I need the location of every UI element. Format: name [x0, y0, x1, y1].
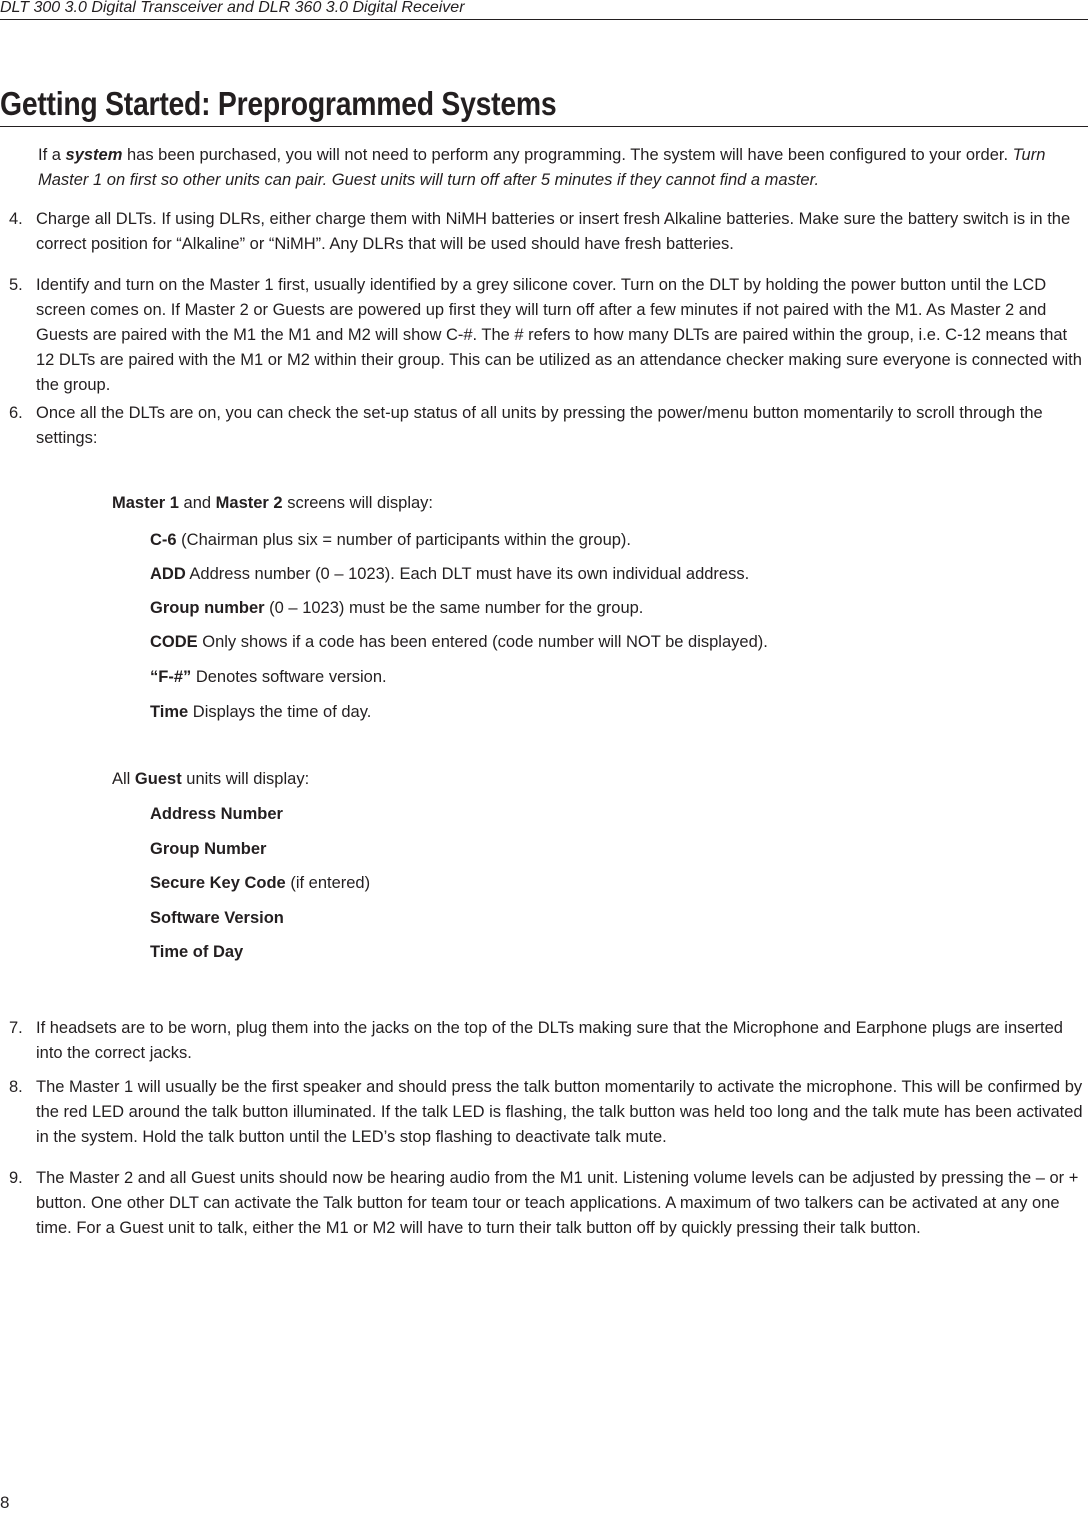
- system-term: system: [65, 146, 123, 164]
- step-number: 9.: [9, 1169, 23, 1187]
- master-item: CODE Only shows if a code has been entered (code number will NOT be displayed).: [150, 633, 768, 651]
- step-item: [5, 1166, 1085, 1241]
- step-item: [5, 207, 1085, 257]
- step-item: [5, 273, 1085, 398]
- master-item: ADD Address number (0 – 1023). Each DLT must have its own individual address.: [150, 565, 750, 583]
- title-rule: [0, 126, 1088, 127]
- intro-paragraph: [38, 143, 1078, 193]
- step-number: 8.: [9, 1078, 23, 1096]
- step-text: Identify and turn on the Master 1 first, usually identified by a grey silicone cover. Turn on the DLT by holding the power button until the LCD screen comes on. If Master 2 or Guests are powered up first they will turn off after a few minutes if not paired with the M1. As Master 2 and Guests are paired with the M1 the M1 and M2 will show C-#. The # refers to how many DLTs are paired within the group, i.e. C-12 means that 12 DLTs are paired with the M1 or M2 within their group. This can be utilized as an attendance checker making sure everyone is connected with the group.: [36, 276, 1082, 394]
- step-number: 5.: [9, 276, 23, 294]
- step-item: [5, 401, 1085, 451]
- guest-item: Secure Key Code (if entered): [150, 874, 371, 892]
- step-number: 4.: [9, 210, 23, 228]
- guest-item: Group Number: [150, 840, 267, 858]
- intro-prefix: If a: [38, 146, 66, 164]
- step-text: Once all the DLTs are on, you can check the set-up status of all units by pressing the power/menu button momentarily to scroll through the settings:: [36, 404, 1043, 447]
- intro-italic-note: Turn Master 1 on first so other units can pair. Guest units will turn off after 5 minutes if they cannot find a master.: [38, 146, 1046, 189]
- master-item: Group number (0 – 1023) must be the same number for the group.: [150, 599, 644, 617]
- guest-heading: All Guest units will display:: [112, 770, 310, 788]
- step-text: Charge all DLTs. If using DLRs, either charge them with NiMH batteries or insert fresh Alkaline batteries. Make sure the battery switch is in the correct position for “Alkaline” or “NiMH”. Any DLRs that will be used should have fresh batteries.: [36, 210, 1071, 253]
- step-text: If headsets are to be worn, plug them into the jacks on the top of the DLTs making sure that the Microphone and Earphone plugs are inserted into the correct jacks.: [36, 1019, 1063, 1062]
- guest-item: Software Version: [150, 909, 284, 927]
- step-number: 7.: [9, 1019, 23, 1037]
- master-item: C-6 (Chairman plus six = number of participants within the group).: [150, 531, 632, 549]
- step-text: The Master 1 will usually be the first speaker and should press the talk button momentarily to activate the microphone. This will be confirmed by the red LED around the talk button illuminated. If the talk LED is flashing, the talk button was held too long and the talk mute has been activated in the system. Hold the talk button until the LED’s stop flashing to deactivate talk mute.: [36, 1078, 1083, 1146]
- step-item: [5, 1075, 1085, 1150]
- step-number: 6.: [9, 404, 23, 422]
- page-title: Getting Started: Preprogrammed Systems: [0, 86, 936, 127]
- step-item: [5, 1016, 1085, 1066]
- master-item: “F-#” Denotes software version.: [150, 668, 387, 686]
- running-header: DLT 300 3.0 Digital Transceiver and DLR 360 3.0 Digital Receiver: [0, 0, 1088, 20]
- step-text: The Master 2 and all Guest units should now be hearing audio from the M1 unit. Listening volume levels can be adjusted by pressing the – or + button. One other DLT can activate the Talk button for team tour or teach applications. A maximum of two talkers can be activated at any one time. For a Guest unit to talk, either the M1 or M2 will have to turn their talk button off by quickly pressing their talk button.: [36, 1169, 1079, 1237]
- intro-sentence: has been purchased, you will not need to perform any programming. The system will have been configured to your order.: [122, 146, 1013, 164]
- master-item: Time Displays the time of day.: [150, 703, 372, 721]
- guest-item: Address Number: [150, 805, 283, 823]
- page-number: 8: [0, 1493, 10, 1512]
- guest-item: Time of Day: [150, 943, 244, 961]
- master-heading: Master 1 and Master 2 screens will display:: [112, 494, 433, 512]
